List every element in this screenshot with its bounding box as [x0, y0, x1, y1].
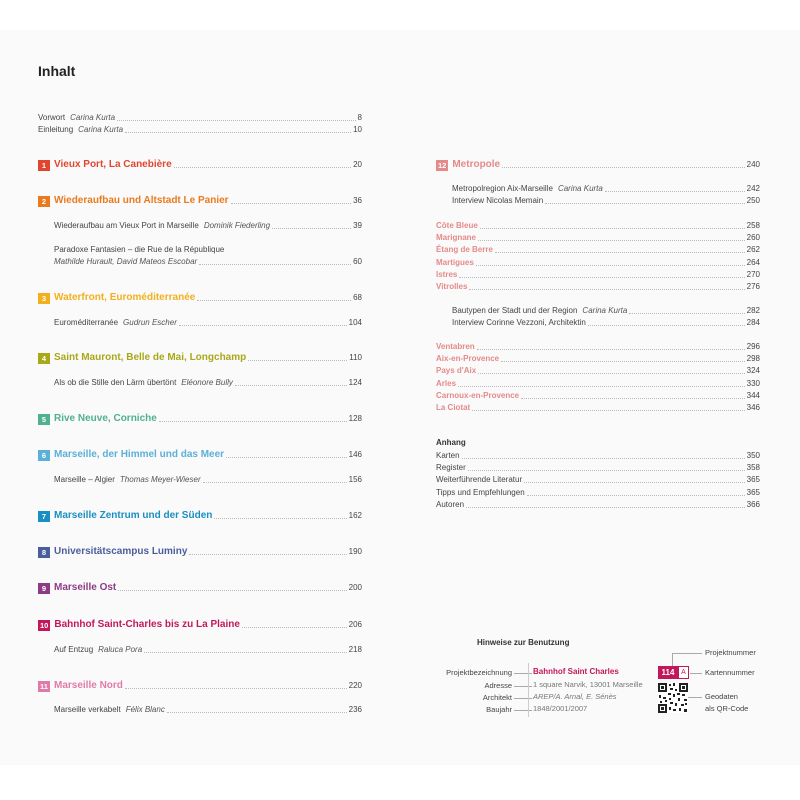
- toc-entry[interactable]: Auf Entzug Raluca Pora 218: [54, 645, 362, 654]
- appendix-entry[interactable]: Autoren 366: [436, 499, 760, 509]
- project-number-badge: 114: [658, 666, 678, 679]
- place-entry[interactable]: Istres 270: [436, 269, 760, 279]
- toc-entry[interactable]: Metropolregion Aix-Marseille Carina Kurta 242: [452, 184, 760, 193]
- chapter-title: Vieux Port, La Canebière: [54, 159, 172, 170]
- chapter-title: Bahnhof Saint-Charles bis zu La Plaine: [54, 619, 240, 630]
- legend-label-geodaten: Geodaten: [705, 692, 738, 701]
- chapter-2[interactable]: 2 Wiederaufbau und Altstadt Le Panier 36: [38, 194, 362, 207]
- legend-label-baujahr: Baujahr: [486, 705, 512, 714]
- chapter-4[interactable]: 4 Saint Mauront, Belle de Mai, Longchamp 110: [38, 351, 362, 364]
- chapter-title: Waterfront, Euroméditerranée: [54, 292, 196, 303]
- appendix-entry[interactable]: Karten 350: [436, 451, 760, 460]
- toc-entry[interactable]: Euroméditerranée Gudrun Escher 104: [54, 318, 362, 327]
- chapter-number-badge: 5: [38, 414, 50, 425]
- chapter-11[interactable]: 11 Marseille Nord 220: [38, 679, 362, 692]
- chapter-7[interactable]: 7 Marseille Zentrum und der Süden 162: [38, 509, 362, 522]
- legend-label-kartennummer: Kartennummer: [705, 668, 755, 677]
- appendix-heading: Anhang: [436, 438, 466, 447]
- place-entry[interactable]: Pays d'Aix 324: [436, 366, 760, 376]
- toc-entry-line[interactable]: Paradoxe Fantasien – die Rue de la République: [54, 245, 225, 254]
- chapter-10[interactable]: 10 Bahnhof Saint-Charles bis zu La Plaine 206: [40, 619, 362, 630]
- toc-entry[interactable]: Als ob die Stille den Lärm übertönt Eléonore Bully 124: [54, 378, 362, 387]
- qr-code-icon: [658, 683, 688, 713]
- toc-entry-vorwort[interactable]: Vorwort Carina Kurta 8: [38, 113, 362, 122]
- toc-entry[interactable]: Bautypen der Stadt und der Region Carina Kurta 282: [452, 306, 760, 315]
- chapter-1[interactable]: 1 Vieux Port, La Canebière 20: [38, 158, 362, 171]
- legend-label-projektnummer: Projektnummer: [705, 648, 756, 657]
- chapter-12[interactable]: 12 Metropole 240: [438, 159, 760, 170]
- place-entry[interactable]: Arles 330: [436, 378, 760, 388]
- legend-address: 1 square Narvik, 13001 Marseille: [533, 680, 643, 689]
- appendix-entry[interactable]: Tipps und Empfehlungen 365: [436, 487, 760, 497]
- chapter-title: Marseille Nord: [54, 680, 123, 691]
- place-entry[interactable]: Aix-en-Provence 298: [436, 354, 760, 364]
- toc-entry[interactable]: Interview Corinne Vezzoni, Architektin 284: [452, 318, 760, 327]
- place-entry[interactable]: Vitrolles 276: [436, 282, 760, 291]
- chapter-number-badge: 11: [38, 681, 50, 692]
- map-number-badge: A: [678, 666, 689, 679]
- place-entry[interactable]: Martigues 264: [436, 257, 760, 267]
- legend-project-name: Bahnhof Saint Charles: [533, 667, 619, 676]
- chapter-title: Universitätscampus Luminy: [54, 546, 188, 557]
- legend-label-architekt: Architekt: [482, 693, 512, 702]
- chapter-number-badge: 7: [38, 511, 50, 522]
- chapter-8[interactable]: 8 Universitätscampus Luminy 190: [38, 545, 362, 558]
- page-title: Inhalt: [38, 63, 76, 79]
- chapter-3[interactable]: 3 Waterfront, Euroméditerranée 68: [38, 291, 362, 304]
- legend-label-projektbezeichnung: Projektbezeichnung: [446, 668, 512, 677]
- place-entry[interactable]: Carnoux-en-Provence 344: [436, 390, 760, 400]
- chapter-6[interactable]: 6 Marseille, der Himmel und das Meer 146: [38, 448, 362, 461]
- chapter-title: Marseille, der Himmel und das Meer: [54, 449, 225, 460]
- place-entry[interactable]: Étang de Berre 262: [436, 245, 760, 255]
- toc-entry[interactable]: Interview Nicolas Memain 250: [452, 196, 760, 205]
- chapter-title: Marseille Ost: [54, 582, 117, 593]
- chapter-title: Saint Mauront, Belle de Mai, Longchamp: [54, 352, 247, 363]
- toc-entry[interactable]: Marseille – Algier Thomas Meyer-Wieser 156: [54, 475, 362, 484]
- toc-entry[interactable]: Marseille verkabelt Félix Blanc 236: [54, 705, 362, 714]
- toc-entry-einleitung[interactable]: Einleitung Carina Kurta 10: [38, 125, 362, 134]
- chapter-9[interactable]: 9 Marseille Ost 200: [38, 581, 362, 594]
- place-entry[interactable]: Ventabren 296: [436, 342, 760, 351]
- chapter-number-badge: 12: [438, 161, 447, 170]
- chapter-title: Wiederaufbau und Altstadt Le Panier: [54, 195, 229, 206]
- appendix-entry[interactable]: Weiterführende Literatur 365: [436, 475, 760, 485]
- chapter-title: Metropole: [452, 159, 501, 170]
- chapter-number-badge: 4: [38, 353, 50, 364]
- chapter-number-badge: 2: [38, 196, 50, 207]
- chapter-number-badge: 9: [38, 583, 50, 594]
- chapter-title: Marseille Zentrum und der Süden: [54, 510, 213, 521]
- toc-entry[interactable]: Wiederaufbau am Vieux Port in Marseille Dominik Fiederling 39: [54, 221, 362, 230]
- legend-year: 1848/2001/2007: [533, 704, 588, 713]
- legend-label-adresse: Adresse: [484, 681, 512, 690]
- chapter-number-badge: 3: [38, 293, 50, 304]
- chapter-number-badge: 8: [38, 547, 50, 558]
- legend-title: Hinweise zur Benutzung: [477, 638, 570, 647]
- chapter-title: Rive Neuve, Corniche: [54, 413, 157, 424]
- legend-architect: AREP/A. Arnal, E. Sénès: [533, 692, 617, 701]
- legend-label-qr: als QR-Code: [705, 704, 749, 713]
- chapter-number-badge: 10: [40, 621, 49, 630]
- appendix-entry[interactable]: Register 358: [436, 463, 760, 473]
- chapter-number-badge: 6: [38, 450, 50, 461]
- place-entry[interactable]: La Ciotat 346: [436, 403, 760, 412]
- place-entry[interactable]: Marignane 260: [436, 233, 760, 243]
- place-entry[interactable]: Côte Bleue 258: [436, 221, 760, 230]
- toc-entry[interactable]: Mathilde Hurault, David Mateos Escobar 60: [54, 257, 362, 266]
- chapter-number-badge: 1: [38, 160, 50, 171]
- chapter-5[interactable]: 5 Rive Neuve, Corniche 128: [38, 412, 362, 425]
